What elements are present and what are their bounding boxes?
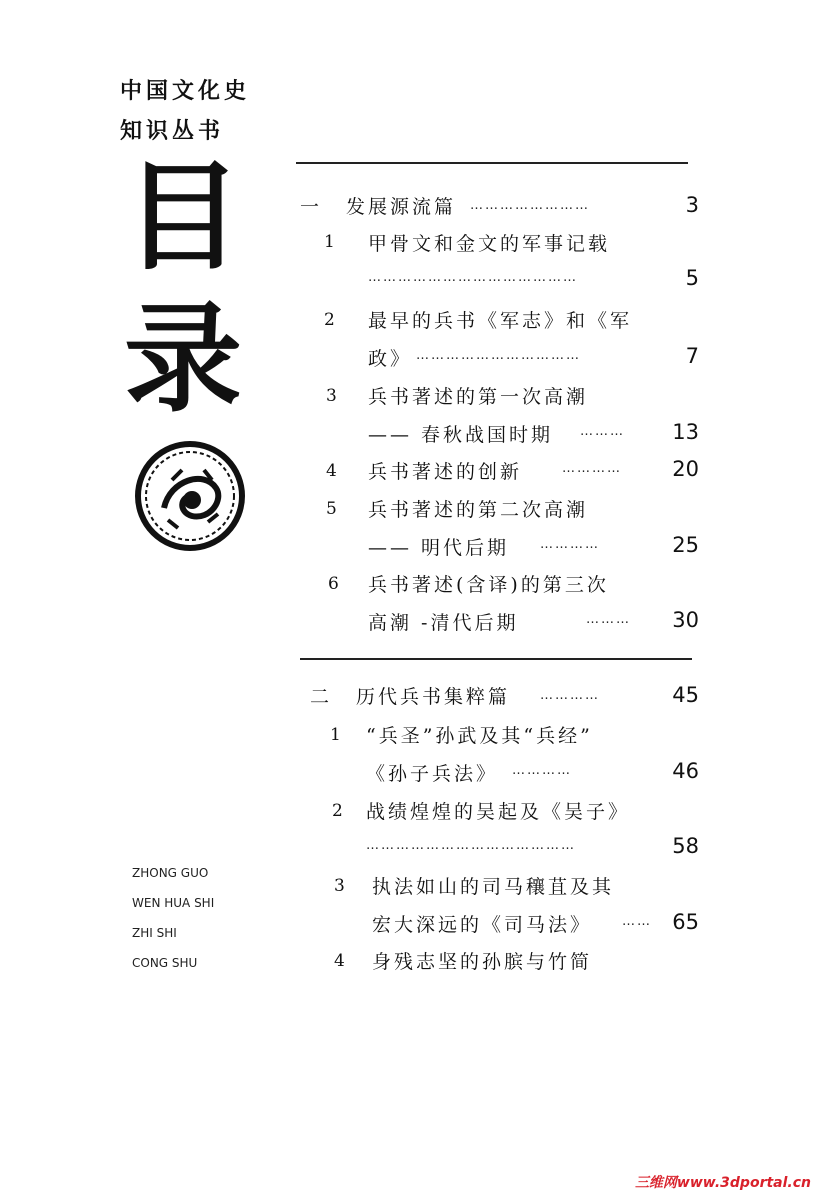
entry-number: 2 (324, 310, 335, 330)
section-title: 发展源流篇 (346, 196, 457, 218)
section-number: 二 (310, 686, 333, 708)
leader-dots: …………………………………… (366, 838, 576, 853)
series-name-line-2: 知识丛书 (120, 119, 225, 144)
entry-title-continued: 《孙子兵法》 (366, 763, 499, 785)
series-name-line-1: 中国文化史 (120, 79, 251, 104)
page-number: 13 (672, 420, 699, 444)
entry-title: 兵书著述的第二次高潮 (368, 499, 589, 521)
page-number: 45 (672, 683, 699, 707)
entry-title: 甲骨文和金文的军事记载 (368, 233, 611, 255)
leader-dots: ………… (540, 537, 600, 552)
page-number: 65 (672, 910, 699, 934)
page-number: 46 (672, 759, 699, 783)
title-char-mu: 目 (123, 148, 242, 286)
entry-title: 兵书著述(含译)的第三次 (368, 574, 609, 596)
section-divider-rule (300, 658, 692, 660)
leader-dots: ………… (562, 461, 622, 476)
entry-subtitle: —— 春秋战国时期 (368, 424, 554, 446)
entry-title: 身残志坚的孙膑与竹简 (372, 951, 593, 973)
leader-dots: …………………………… (416, 348, 581, 363)
page-number: 3 (685, 193, 699, 217)
section-number: 一 (300, 196, 323, 218)
romanization-line-2: WEN HUA SHI (132, 896, 215, 910)
entry-number: 1 (324, 232, 335, 252)
title-char-lu: 录 (123, 290, 242, 428)
page-number: 7 (685, 344, 699, 368)
watermark: 三维网www.3dportal.cn (634, 1175, 811, 1191)
page-number: 5 (685, 266, 699, 290)
leader-dots: ………… (540, 688, 600, 703)
page-number: 58 (672, 834, 699, 858)
romanization-line-3: ZHI SHI (132, 926, 177, 940)
leader-dots: ………… (512, 763, 572, 778)
entry-title: 兵书著述的创新 (368, 461, 523, 483)
entry-title: 最早的兵书《军志》和《军 (368, 310, 633, 332)
entry-number: 5 (326, 499, 337, 519)
entry-title-continued: 政》 (368, 348, 413, 370)
leader-dots: …… (622, 914, 652, 929)
section-title: 历代兵书集粹篇 (356, 686, 511, 708)
entry-title: “兵圣”孙武及其“兵经” (366, 725, 593, 747)
page-number: 25 (672, 533, 699, 557)
entry-number: 4 (334, 951, 345, 971)
entry-number: 6 (328, 574, 339, 594)
leader-dots: ……… (586, 612, 631, 627)
entry-subtitle: —— 明代后期 (368, 537, 510, 559)
leader-dots: ……… (580, 424, 625, 439)
entry-number: 4 (326, 461, 337, 481)
entry-title: 执法如山的司马穰苴及其 (372, 876, 615, 898)
leader-dots: …………………………………… (368, 270, 578, 285)
entry-title: 战绩煌煌的吴起及《吴子》 (366, 801, 631, 823)
page-number: 30 (672, 608, 699, 632)
romanization-line-4: CONG SHU (132, 956, 198, 970)
leader-dots: …………………… (470, 198, 590, 213)
entry-number: 2 (332, 801, 343, 821)
page-number: 20 (672, 457, 699, 481)
romanization-line-1: ZHONG GUO (132, 866, 209, 880)
entry-subtitle: 高潮 -清代后期 (368, 612, 519, 634)
entry-title: 兵书著述的第一次高潮 (368, 386, 589, 408)
entry-number: 1 (330, 725, 341, 745)
top-rule (296, 162, 688, 164)
entry-number: 3 (334, 876, 345, 896)
entry-title-continued: 宏大深远的《司马法》 (372, 914, 593, 936)
entry-number: 3 (326, 386, 337, 406)
dragon-emblem-icon (134, 440, 246, 552)
